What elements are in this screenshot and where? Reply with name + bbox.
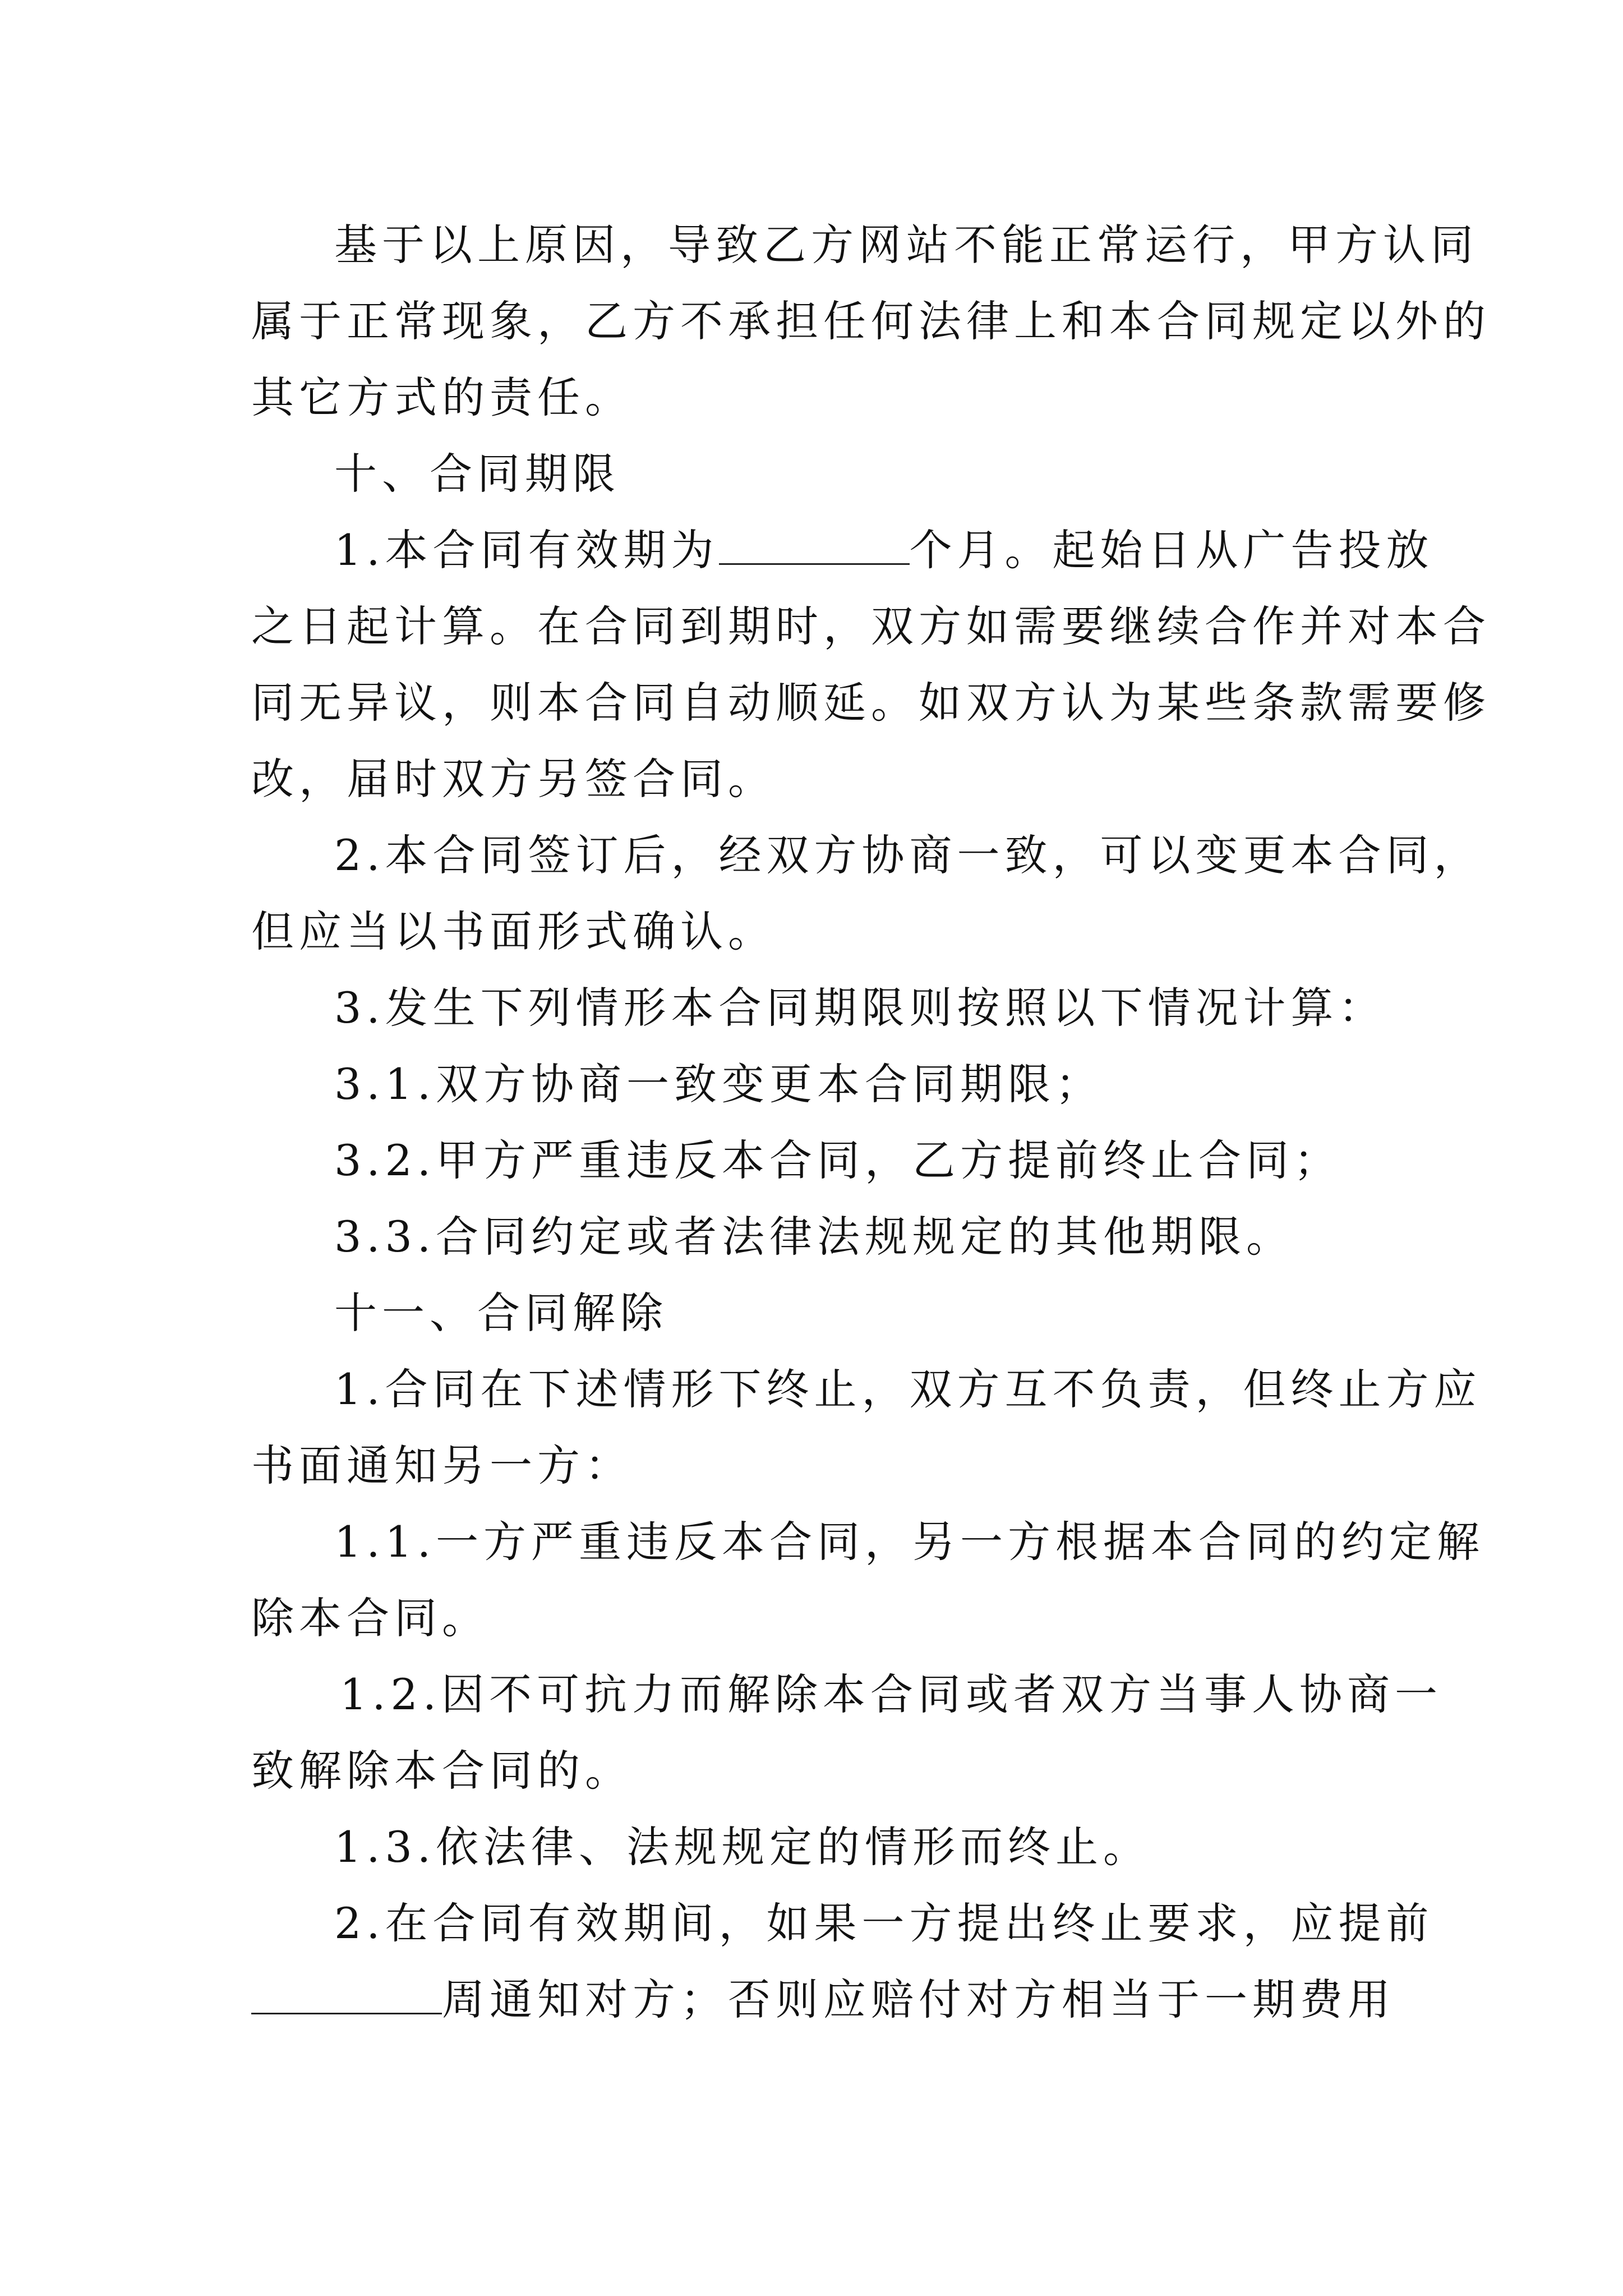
paragraph-line: 2.本合同签订后，经双方协商一致，可以变更本合同，: [334, 830, 1482, 880]
paragraph-line: 属于正常现象，乙方不承担任何法律上和本合同规定以外的: [251, 296, 1491, 346]
paragraph-line: 但应当以书面形式确认。: [251, 907, 776, 956]
paragraph-line: 1.1.一方严重违反本合同，另一方根据本合同的约定解: [334, 1517, 1485, 1567]
paragraph-line: 1.2.因不可抗力而解除本合同或者双方当事人协商一: [340, 1669, 1443, 1719]
paragraph-line: [251, 1969, 1395, 2031]
clause-text: 周通知对方；否则应赔付对方相当于一期费用: [442, 1975, 1395, 2024]
paragraph-line: 之日起计算。在合同到期时，双方如需要继续合作并对本合: [251, 601, 1491, 651]
clause-text: 1.本合同有效期为: [334, 525, 719, 575]
fill-in-blank[interactable]: [719, 524, 910, 565]
section-heading: 十、合同期限: [334, 449, 620, 499]
paragraph-line: 改，届时双方另签合同。: [251, 754, 776, 804]
paragraph-line: 致解除本合同的。: [251, 1746, 633, 1796]
paragraph-line: 3.发生下列情形本合同期限则按照以下情况计算：: [334, 983, 1386, 1033]
paragraph-line: 除本合同。: [251, 1593, 490, 1643]
paragraph-line: 同无异议，则本合同自动顺延。如双方认为某些条款需要修: [251, 678, 1491, 728]
paragraph-line: 2.在合同有效期间，如果一方提出终止要求，应提前: [334, 1898, 1434, 1948]
paragraph-line: 书面通知另一方：: [251, 1441, 633, 1490]
clause-text: 个月。起始日从广告投放: [909, 525, 1434, 575]
section-heading: 十一、合同解除: [334, 1288, 668, 1338]
paragraph-line: 其它方式的责任。: [251, 372, 633, 422]
paragraph-line: 1.3.依法律、法规规定的情形而终止。: [334, 1822, 1151, 1872]
paragraph-line: 基于以上原因，导致乙方网站不能正常运行，甲方认同: [334, 220, 1478, 270]
paragraph-line: 3.1.双方协商一致变更本合同期限；: [334, 1059, 1104, 1109]
paragraph-line: 1.合同在下述情形下终止，双方互不负责，但终止方应: [334, 1364, 1482, 1414]
paragraph-line: [251, 519, 1467, 581]
paragraph-line: 3.2.甲方严重违反本合同，乙方提前终止合同；: [334, 1135, 1342, 1185]
paragraph-line: 3.3.合同约定或者法律法规规定的其他期限。: [334, 1212, 1294, 1262]
fill-in-blank[interactable]: [251, 1973, 442, 2014]
